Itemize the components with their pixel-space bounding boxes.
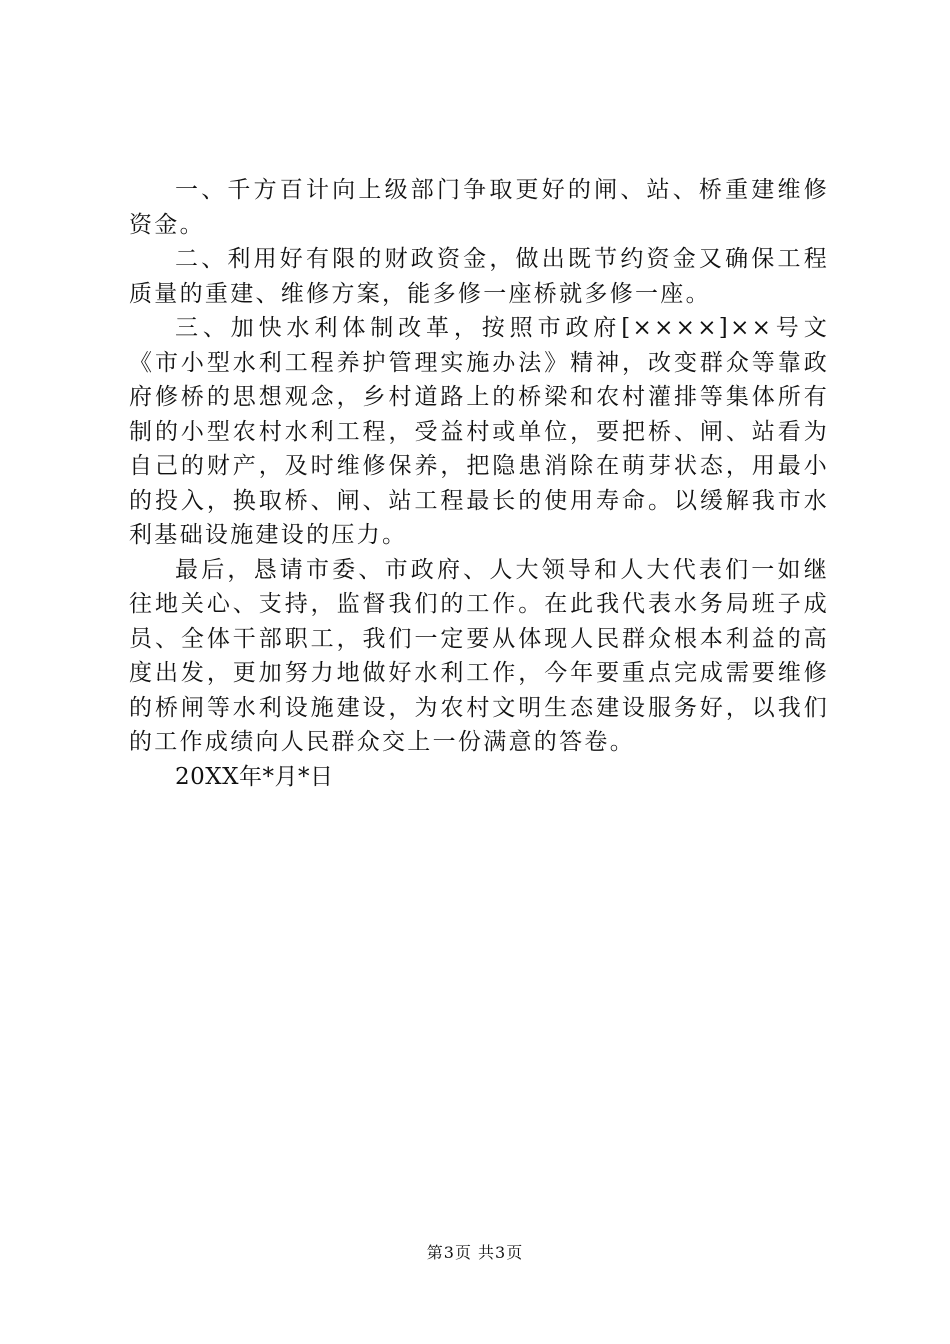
document-date: 20XX年*月*日 <box>175 763 334 790</box>
paragraph-4: 最后，恳请市委、市政府、人大领导和人大代表们一如继往地关心、支持，监督我们的工作。在此我代表水务局班子成员、全体干部职工，我们一定要从体现人民群众根本利益的高度出发，更加努力地做好水利工作，今年要重点完成需要维修的桥闸等水利设施建设，为农村文明生态建设服务好，以我们的工作成绩向人民群众交上一份满意的答卷。 <box>129 556 829 755</box>
paragraph-1: 一、千方百计向上级部门争取更好的闸、站、桥重建维修资金。 <box>129 177 829 238</box>
document-body <box>129 173 829 794</box>
paragraph-3: 三、加快水利体制改革，按照市政府[××××]××号文《市小型水利工程养护管理实施办法》精神，改变群众等靠政府修桥的思想观念，乡村道路上的桥梁和农村灌排等集体所有制的小型农村水利工程，受益村或单位，要把桥、闸、站看为自己的财产，及时维修保养，把隐患消除在萌芽状态，用最小的投入，换取桥、闸、站工程最长的使用寿命。以缓解我市水利基础设施建设的压力。 <box>129 315 829 548</box>
page-footer: 第3页 共3页 <box>426 1243 524 1262</box>
paragraph-2: 二、利用好有限的财政资金，做出既节约资金又确保工程质量的重建、维修方案，能多修一座桥就多修一座。 <box>129 246 829 307</box>
